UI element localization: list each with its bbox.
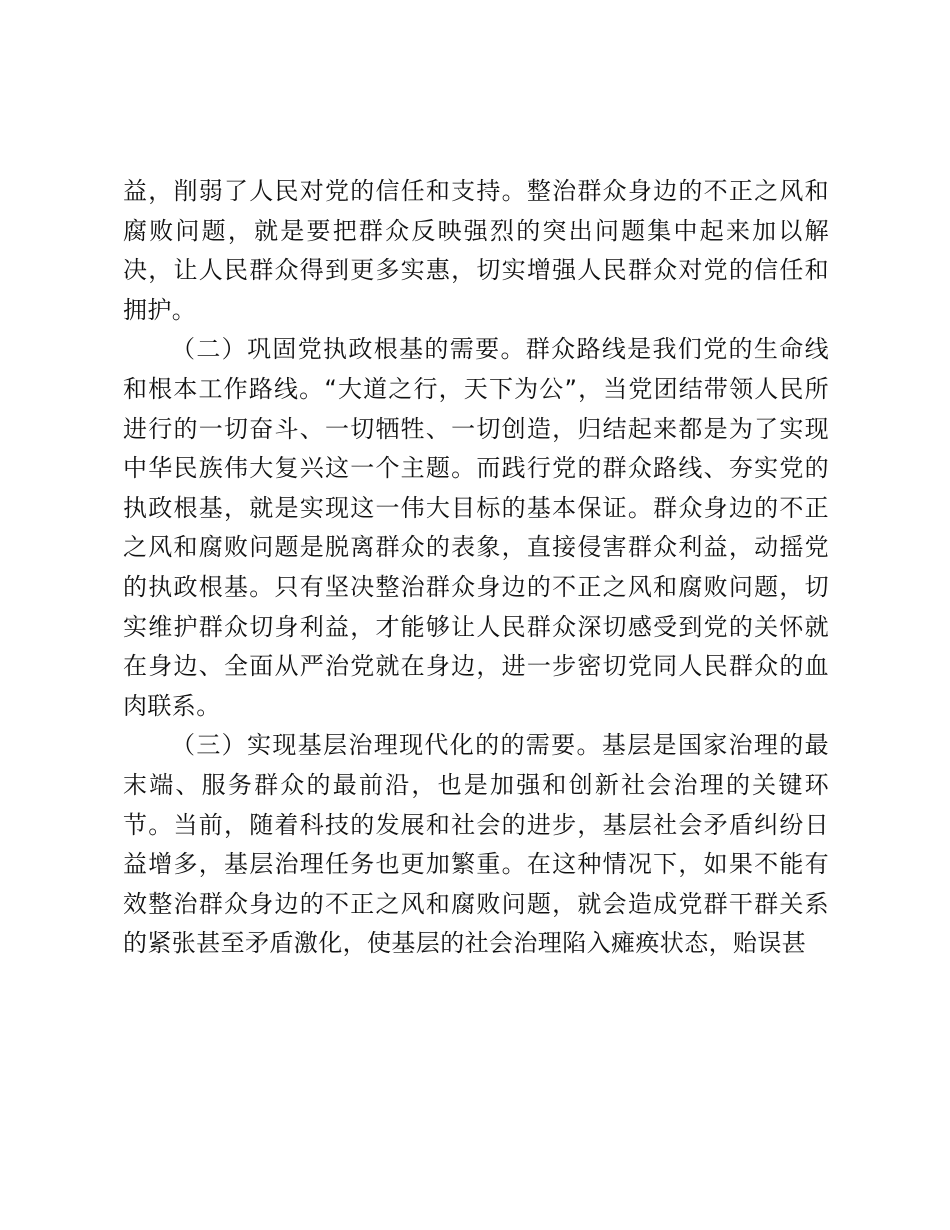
- paragraph-continuation: 益，削弱了人民对党的信任和支持。整治群众身边的不正之风和腐败问题，就是要把群众反映强烈的突出问题集中起来加以解决，让人民群众得到更多实惠，切实增强人民群众对党的信任和拥护。: [123, 177, 829, 324]
- paragraph-section-3: （三）实现基层治理现代化的的需要。基层是国家治理的最末端、服务群众的最前沿，也是加强和创新社会治理的关键环节。当前，随着科技的发展和社会的进步，基层社会矛盾纠纷日益增多，基层治理任务也更加繁重。在这种情况下，如果不能有效整治群众身边的不正之风和腐败问题，就会造成党群干群关系的紧张甚至矛盾激化，使基层的社会治理陷入瘫痪状态，贻误甚: [123, 731, 829, 958]
- paragraph-section-2: （二）巩固党执政根基的需要。群众路线是我们党的生命线和根本工作路线。“大道之行，天下为公”，当党团结带领人民所进行的一切奋斗、一切牺牲、一切创造，归结起来都是为了实现中华民族伟大复兴这一个主题。而践行党的群众路线、夯实党的执政根基，就是实现这一伟大目标的基本保证。群众身边的不正之风和腐败问题是脱离群众的表象，直接侵害群众利益，动摇党的执政根基。只有坚决整治群众身边的不正之风和腐败问题，切实维护群众切身利益，才能够让人民群众深切感受到党的关怀就在身边、全面从严治党就在身边，进一步密切党同人民群众的血肉联系。: [123, 335, 829, 720]
- document-body: [123, 172, 829, 964]
